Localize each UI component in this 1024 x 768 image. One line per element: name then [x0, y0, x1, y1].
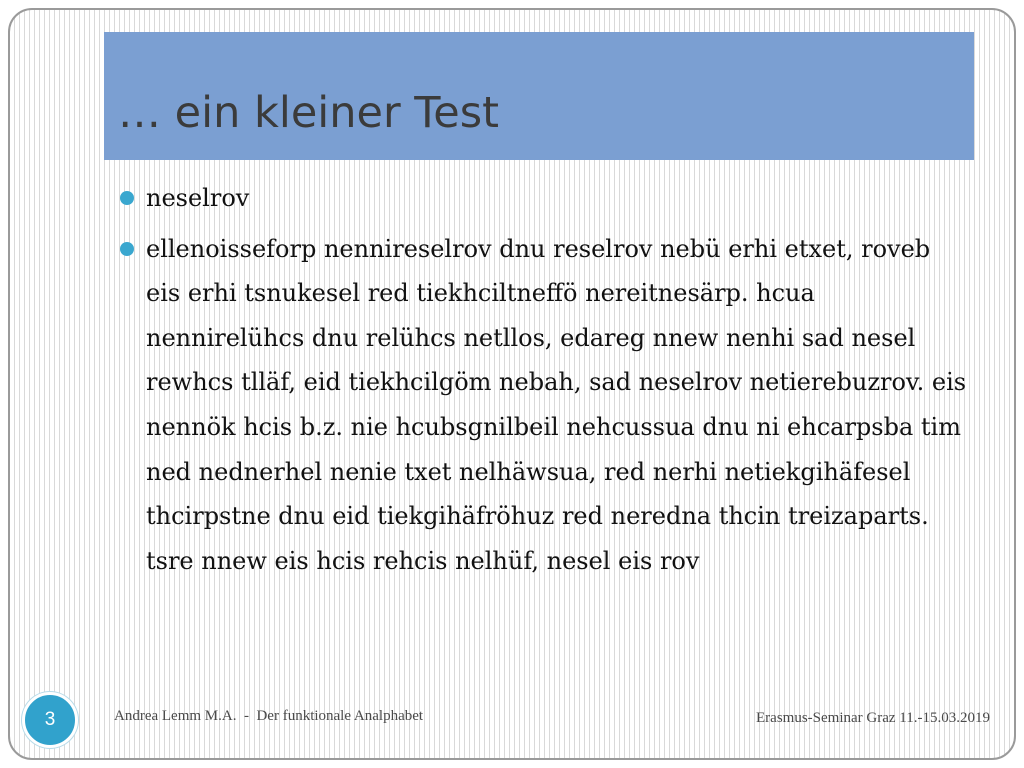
slide-title: … ein kleiner Test [118, 88, 499, 138]
bullet-dot-icon [120, 191, 134, 205]
title-bar [104, 32, 974, 160]
bullet-text: ellenoisseforp nennireselrov dnu reselrov nebü erhi etxet, roveb eis erhi tsnukesel red tiekhciltneffö nereitnesärp. hcua nennirelühcs dnu relühcs netllos, edareg nnew nenhi sad nesel rewhcs tlläf, eid tiekhcilgöm nebah, sad neselrov netierebuzrov. eis nennök hcis b.z. nie hcubsgnilbeil nehcussua dnu ni ehcarpsba tim ned nednerhel nenie txet nelhäwsua, red nerhi netiekgihäfesel thcirpstne dnu eid tiekgihäfröhuz red neredna thcin treizaparts. tsre nnew eis hcis rehcis nelhüf, nesel eis rov [146, 234, 967, 575]
bullet-text: neselrov [146, 184, 250, 212]
bullet-dot-icon [120, 242, 134, 256]
bullet-list [120, 176, 970, 583]
slide [8, 8, 1016, 760]
bullet-item [120, 227, 970, 584]
bullet-item [120, 176, 970, 221]
footer-event: Erasmus-Seminar Graz 11.-15.03.2019 [756, 710, 990, 726]
footer-author: Andrea Lemm M.A. - Der funktionale Analphabet [114, 708, 424, 724]
page-number-badge [22, 692, 78, 748]
page-number: 3 [44, 709, 56, 730]
